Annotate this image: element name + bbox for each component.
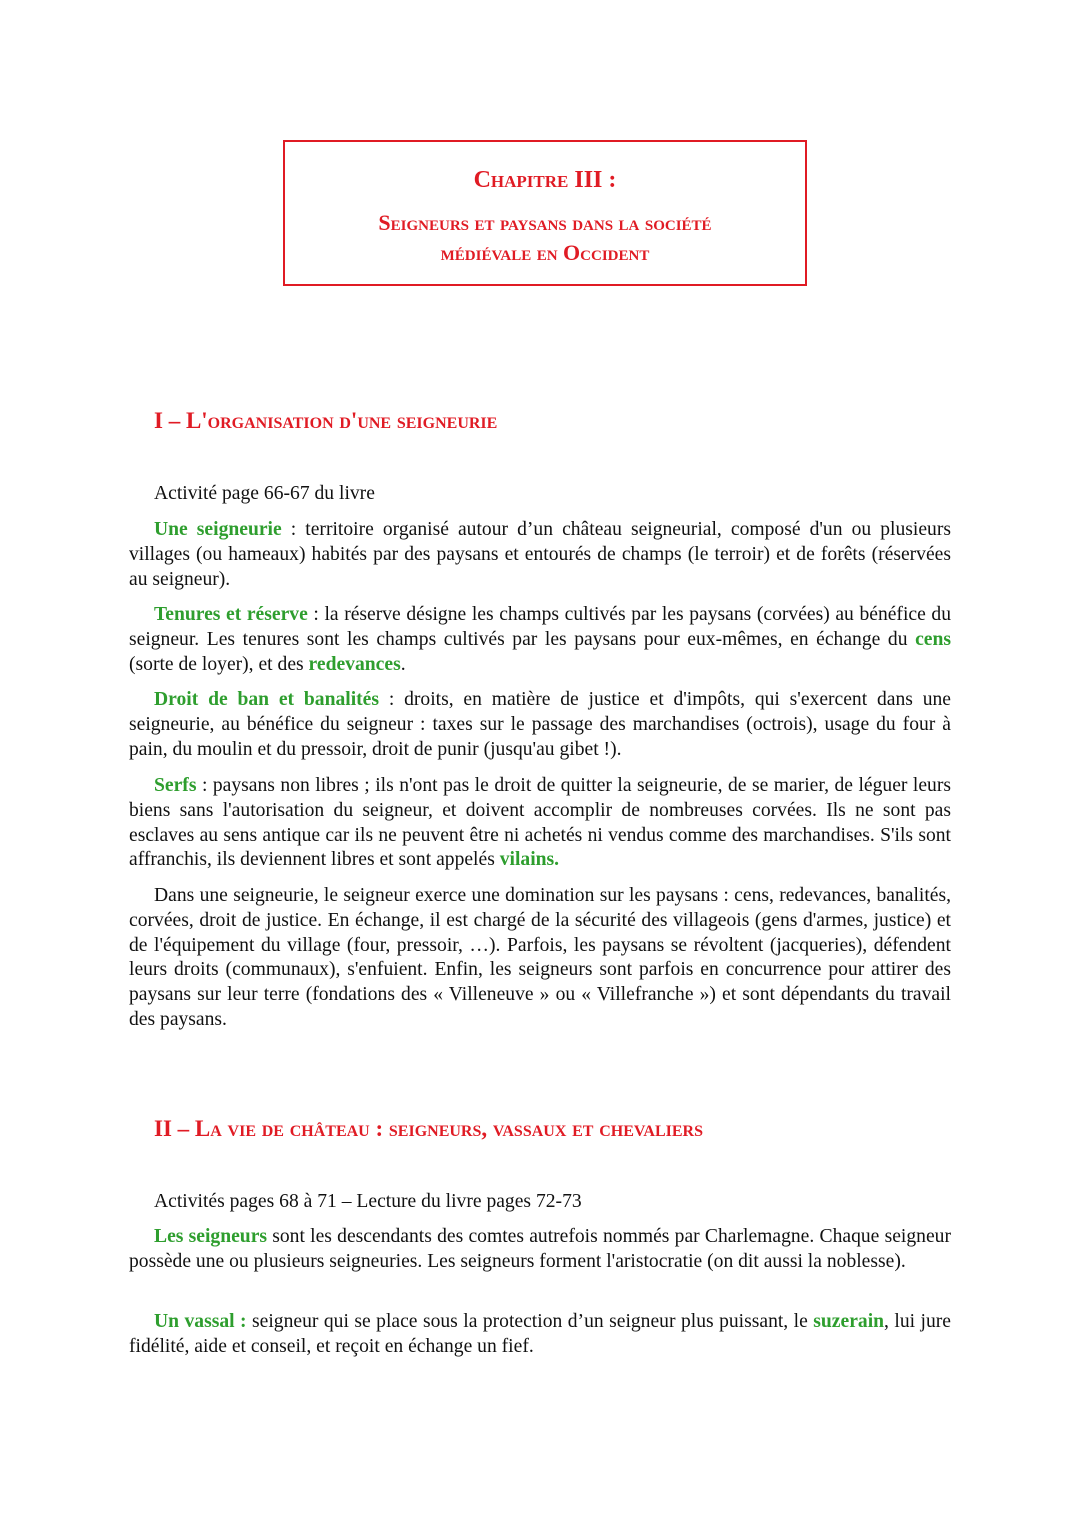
paragraph-text: : droits, en matière de justice et d'impôts, qui s'exercent dans une seigneurie, au bénéfice du seigneur : taxes sur le passage des marchandises (octrois), usage du four à pain, du moulin et du pressoir, droit de punir (jusqu'au gibet !). [129,689,951,760]
term-seigneurie: Une seigneurie [154,519,282,540]
chapter-title [285,208,805,268]
section1-paragraph-ban [129,688,951,762]
chapter-title-box [283,140,807,286]
term-serfs: Serfs [154,775,197,796]
paragraph-text: : paysans non libres ; ils n'ont pas le droit de quitter la seigneurie, de se marier, de léguer leurs biens sans l'autorisation du seigneur, et doivent accomplir de nombreuses corvées. Ils ne sont pas esclaves au sens antique car ils ne peuvent être ni achetés ni vendus comme des marchandises. S'ils sont affranchis, ils deviennent libres et sont appelés [129,775,951,871]
section2-activity: Activités pages 68 à 71 – Lecture du livre pages 72-73 [154,1191,582,1212]
term-cens: cens [915,628,951,650]
chapter-label: Chapitre III : [473,167,617,193]
paragraph-text: : la réserve désigne les champs cultivés par les paysans (corvées) au bénéfice du seigneur. Les tenures sont les champs cultivés par les paysans pour eux-mêmes, en échange du [129,604,951,650]
term-seigneurs: Les seigneurs [154,1226,268,1247]
section1-paragraph-serfs [129,774,951,873]
section1-activity: Activité page 66-67 du livre [154,483,375,504]
section1-paragraph-summary: Dans une seigneurie, le seigneur exerce une domination sur les paysans : cens, redevances, banalités, corvées, droit de justice. En échange, il est chargé de la sécurité des villageois (gens d'armes, justice) et de l'équipement du village (four, pressoir, …). Parfois, les paysans se révoltent (jacqueries), défendent leurs droits (communaux), s'enfuient. Enfin, les seigneurs sont parfois en concurrence pour attirer des paysans sur leur terre (fondations des « Villeneuve » ou « Villefranche ») et sont dépendants du travail des paysans. [129,885,951,1030]
paragraph-text: (sorte de loyer), et des [129,653,309,675]
paragraph-text: , lui jure fidélité, aide et conseil, et reçoit en échange un fief. [129,1311,951,1357]
term-vilains: vilains. [499,849,560,871]
term-suzerain: suzerain [813,1311,885,1332]
term-tenures: Tenures et réserve [154,604,308,625]
term-redevances: redevances [308,653,401,675]
term-ban: Droit de ban et banalités [154,689,380,710]
section1-title: I – L'organisation d'une seigneurie [154,408,498,433]
section1-paragraph-seigneurie [129,518,951,592]
section2-paragraph-vassal [129,1310,951,1360]
paragraph-text: . [400,653,406,675]
section2-title: II – La vie de château : seigneurs, vassaux et chevaliers [154,1116,703,1141]
paragraph-text: : territoire organisé autour d’un château seigneurial, composé d'un ou plusieurs villages (ou hameaux) habités par des paysans et entourés de champs (le terroir) et de forêts (réservées au seigneur). [129,519,951,590]
term-vassal: Un vassal : [154,1311,247,1332]
paragraph-text: sont les descendants des comtes autrefois nommés par Charlemagne. Chaque seigneur possède une ou plusieurs seigneuries. Les seigneurs forment l'aristocratie (on dit aussi la noblesse). [129,1226,951,1272]
chapter-title-line2: médiévale en Occident [440,240,650,265]
chapter-title-line1: Seigneurs et paysans dans la société [378,210,712,235]
paragraph-text: seigneur qui se place sous la protection d’un seigneur plus puissant, le [246,1311,814,1332]
section2-paragraph-seigneurs [129,1225,951,1275]
section1-paragraph-tenures [129,603,951,677]
